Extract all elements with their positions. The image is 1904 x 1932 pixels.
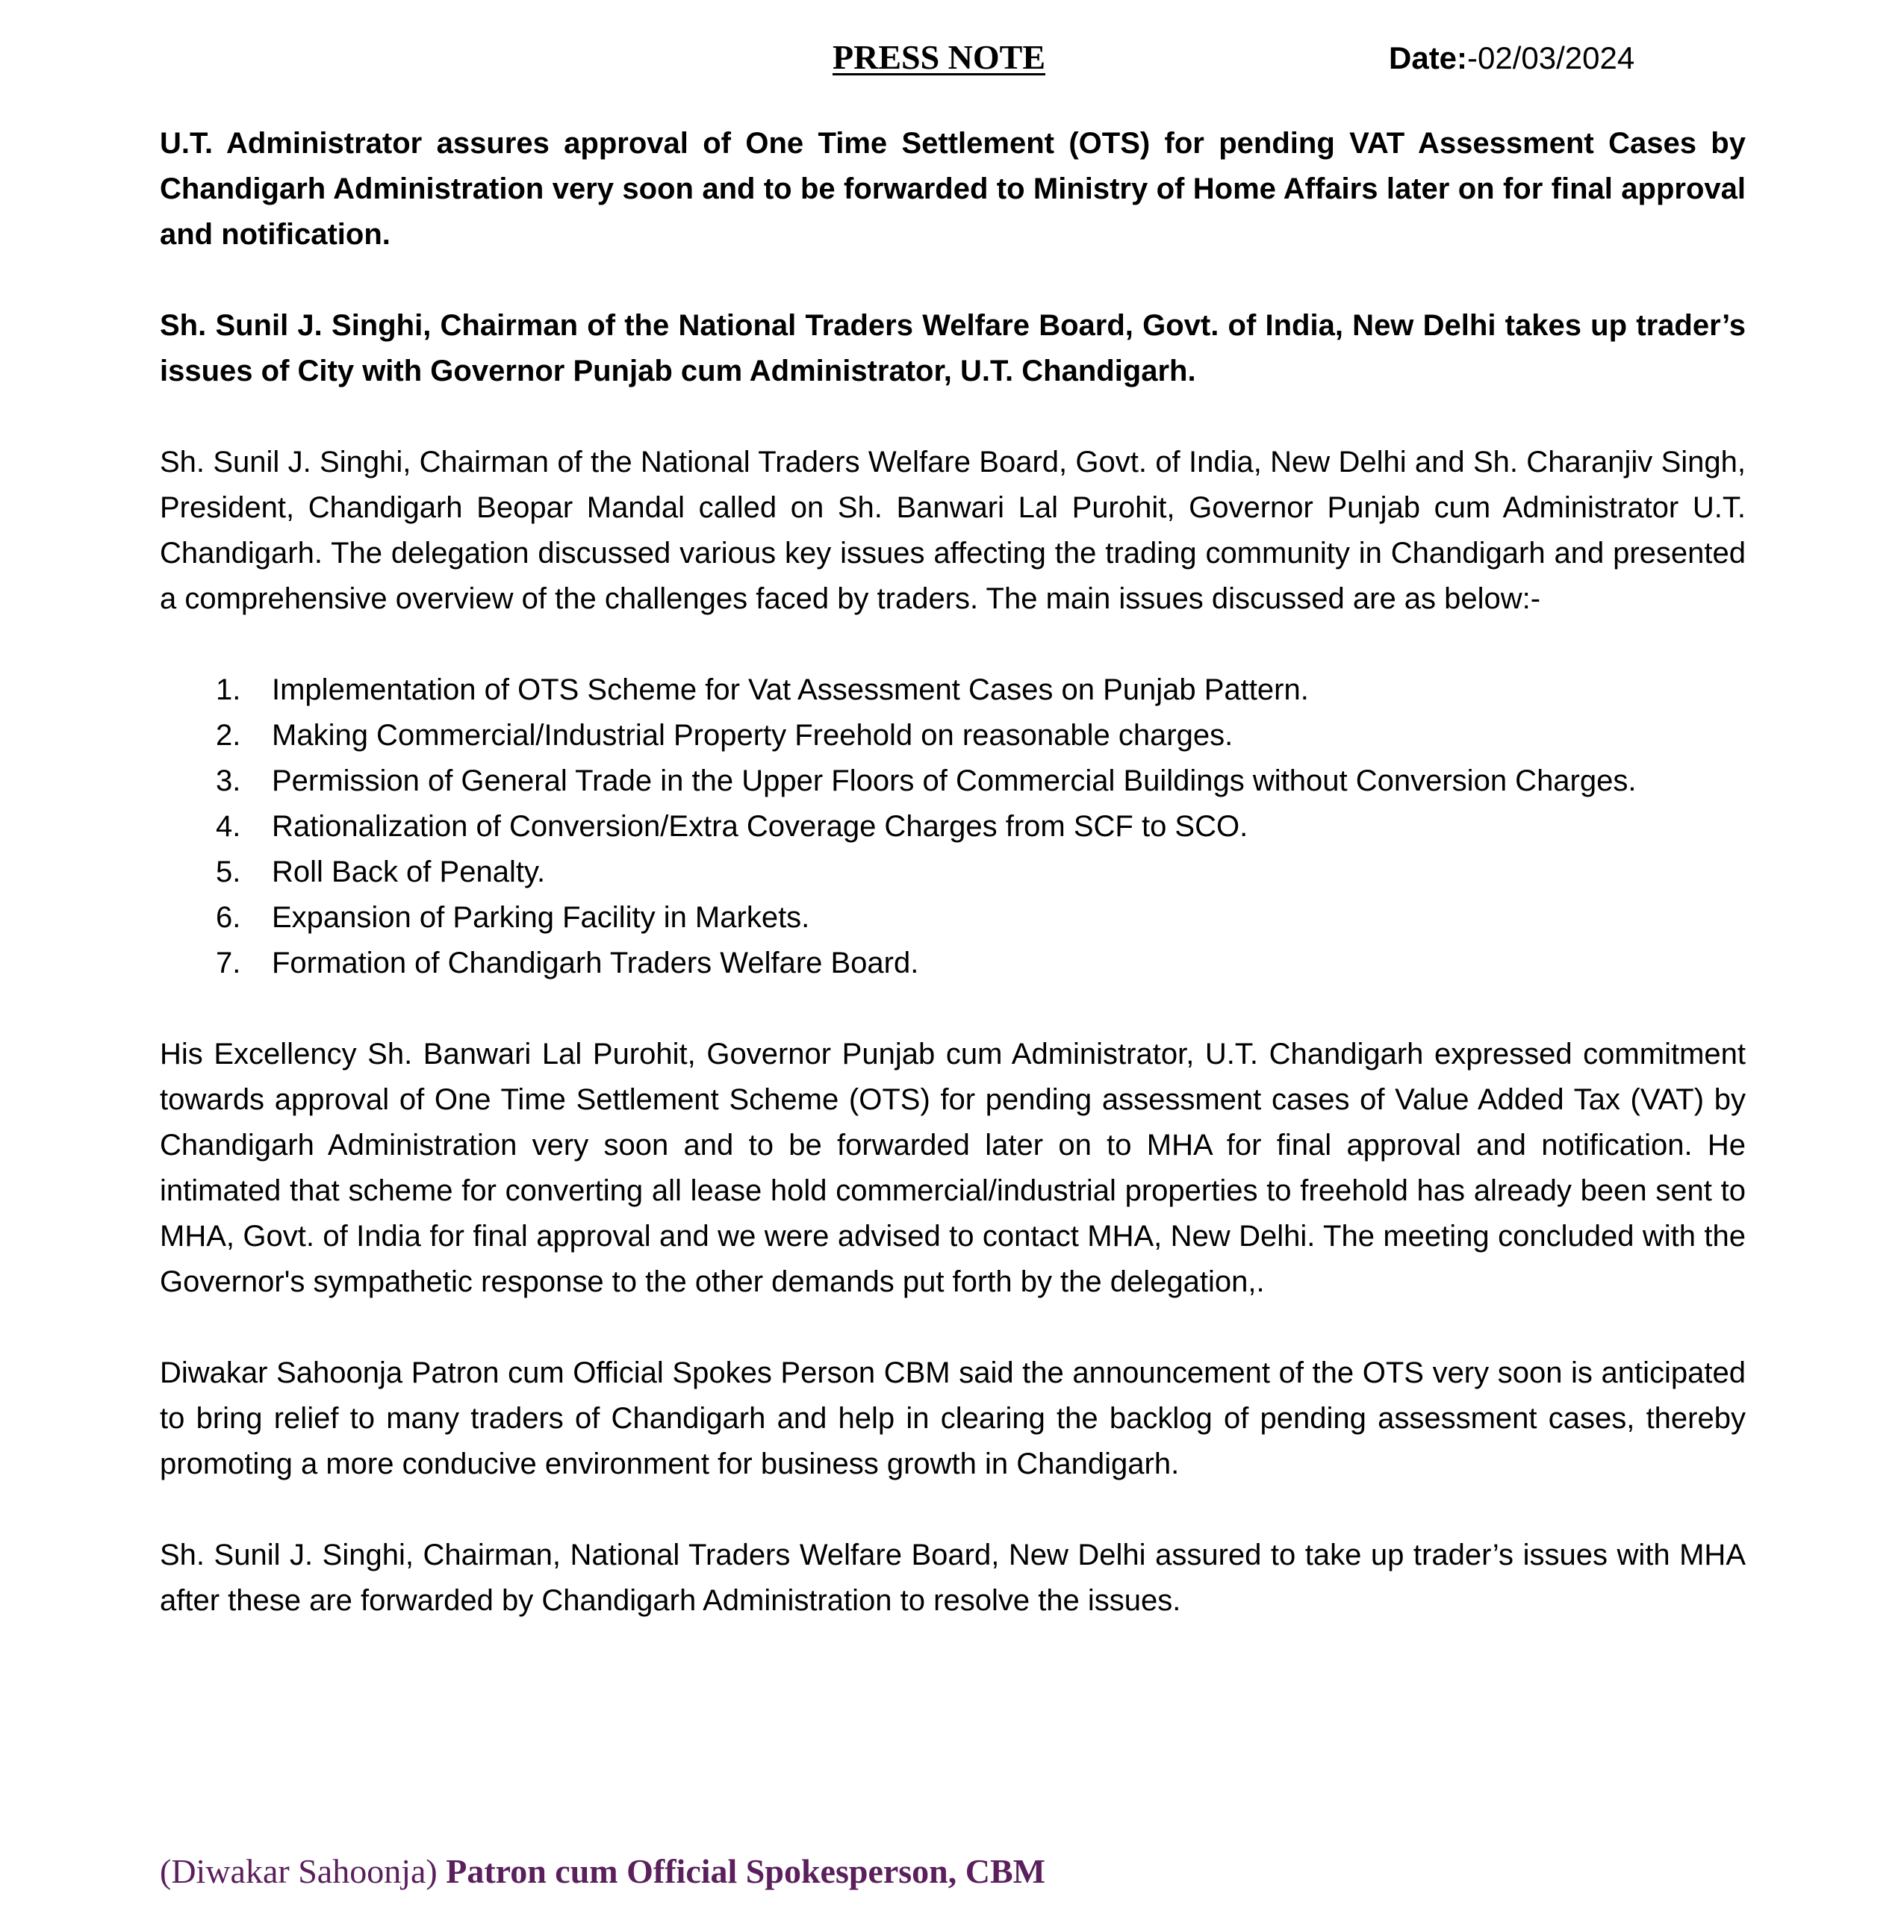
list-item-number: 5.	[216, 856, 241, 888]
list-item	[160, 895, 1746, 941]
list-item-number: 7.	[216, 947, 241, 979]
issues-list	[160, 667, 1746, 986]
list-item-text: Expansion of Parking Facility in Markets.	[272, 901, 810, 934]
date-value: -02/03/2024	[1467, 40, 1635, 75]
list-item	[160, 804, 1746, 850]
list-item-text: Implementation of OTS Scheme for Vat Assessment Cases on Punjab Pattern.	[272, 673, 1309, 706]
list-item-number: 1.	[216, 673, 241, 706]
list-item-number: 4.	[216, 810, 241, 843]
signature-title: Patron cum Official Spokesperson, CBM	[446, 1852, 1046, 1890]
list-item-text: Formation of Chandigarh Traders Welfare Board.	[272, 947, 919, 979]
list-item	[160, 713, 1746, 758]
list-item-number: 3.	[216, 764, 241, 797]
list-item	[160, 667, 1746, 713]
headline-ots-approval: U.T. Administrator assures approval of One Time Settlement (OTS) for pending VAT Assessment Cases by Chandigarh Administration very soon and to be forwarded to Ministry of Home Affairs later on for final approval and notification.	[160, 127, 1746, 251]
spokesperson-paragraph: Diwakar Sahoonja Patron cum Official Spokes Person CBM said the announcement of the OTS very soon is anticipated to bring relief to many traders of Chandigarh and help in clearing the backlog of pending assessment cases, thereby promoting a more conducive environment for business growth in Chandigarh.	[160, 1356, 1746, 1480]
governor-paragraph: His Excellency Sh. Banwari Lal Purohit, Governor Punjab cum Administrator, U.T. Chandigarh expressed commitment towards approval of One Time Settlement Scheme (OTS) for pending assessment cases of Value Added Tax (VAT) by Chandigarh Administration very soon and to be forwarded later on to MHA for final approval and notification. He intimated that scheme for converting all lease hold commercial/industrial properties to freehold has already been sent to MHA, Govt. of India for final approval and we were advised to contact MHA, New Delhi. The meeting concluded with the Governor's sympathetic response to the other demands put forth by the delegation,.	[160, 1038, 1746, 1298]
press-note-body	[160, 121, 1746, 1669]
list-item-text: Permission of General Trade in the Upper Floors of Commercial Buildings without Conversion Charges.	[272, 764, 1637, 797]
list-item-text: Rationalization of Conversion/Extra Coverage Charges from SCF to SCO.	[272, 810, 1248, 843]
list-item-text: Roll Back of Penalty.	[272, 856, 546, 888]
list-item-number: 2.	[216, 719, 241, 752]
chairman-paragraph: Sh. Sunil J. Singhi, Chairman, National Traders Welfare Board, New Delhi assured to take up trader’s issues with MHA after these are forwarded by Chandigarh Administration to resolve the issues.	[160, 1539, 1746, 1617]
list-item	[160, 941, 1746, 986]
press-note-date	[1389, 40, 1634, 76]
list-item	[160, 758, 1746, 804]
page-title: PRESS NOTE	[833, 38, 1046, 76]
date-label: Date:	[1389, 40, 1468, 75]
list-item-number: 6.	[216, 901, 241, 934]
signature-block	[160, 1851, 1045, 1891]
intro-paragraph: Sh. Sunil J. Singhi, Chairman of the National Traders Welfare Board, Govt. of India, New Delhi and Sh. Charanjiv Singh, President, Chandigarh Beopar Mandal called on Sh. Banwari Lal Purohit, Governor Punjab cum Administrator U.T. Chandigarh. The delegation discussed various key issues affecting the trading community in Chandigarh and presented a comprehensive overview of the challenges faced by traders. The main issues discussed are as below:-	[160, 446, 1746, 615]
headline-traders-issues: Sh. Sunil J. Singhi, Chairman of the National Traders Welfare Board, Govt. of India, New Delhi takes up trader’s issues of City with Governor Punjab cum Administrator, U.T. Chandigarh.	[160, 309, 1746, 387]
list-item-text: Making Commercial/Industrial Property Freehold on reasonable charges.	[272, 719, 1233, 752]
signature-name: (Diwakar Sahoonja)	[160, 1852, 438, 1890]
list-item	[160, 850, 1746, 895]
